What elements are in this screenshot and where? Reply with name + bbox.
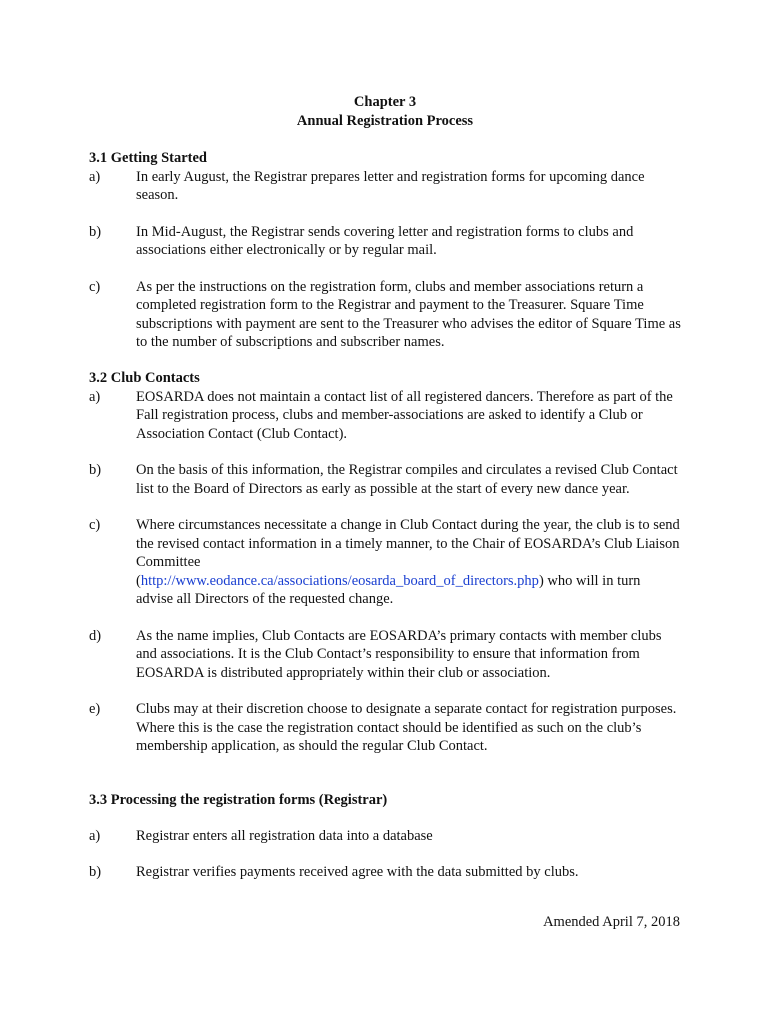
list-item [89,700,681,756]
list-item [89,223,681,260]
item-letter: a) [89,168,101,185]
list-item [89,863,681,882]
item-text: Registrar verifies payments received agree with the data submitted by clubs. [136,864,579,880]
section-heading: 3.2 Club Contacts [89,370,200,386]
item-text: Registrar enters all registration data into a database [136,827,433,844]
item-letter: c) [89,278,101,295]
chapter-subtitle: Annual Registration Process [296,112,474,129]
list-item [89,168,681,205]
item-letter: c) [89,517,101,533]
item-letter: b) [89,864,102,880]
item-letter: e) [89,701,101,717]
item-text [136,516,681,609]
section-heading: 3.3 Processing the registration forms (Registrar) [89,792,388,808]
item-text: As the name implies, Club Contacts are EOSARDA’s primary contacts with member clubs and associations. It is the Club Contact’s responsibility to ensure that information from EOSARDA is distributed appropriately within their club or association. [136,627,662,681]
item-letter: a) [89,827,101,844]
item-letter: b) [89,462,102,478]
item-text-before: Where circumstances necessitate a change in Club Contact during the year, the club is to send the revised contact information in a timely manner, to the Chair of EOSARDA’s Club Liaison Committee [136,517,680,570]
item-text: EOSARDA does not maintain a contact list of all registered dancers. Therefore as part of the Fall registration process, clubs and member-associations are asked to identify a Club or Association Contact (Club Contact). [136,388,673,442]
section-processing-forms [89,791,681,882]
item-text: In early August, the Registrar prepares letter and registration forms for upcoming dance season. [136,168,645,203]
amended-date: Amended April 7, 2018 [543,914,680,930]
item-text: Clubs may at their discretion choose to designate a separate contact for registration purposes. Where this is the case the registration contact should be identified as such on the club’s membership application, as should the regular Club Contact. [136,701,677,754]
item-text: On the basis of this information, the Registrar compiles and circulates a revised Club Contact list to the Board of Directors as early as possible at the start of every new dance year. [136,462,678,497]
board-of-directors-link[interactable]: http://www.eodance.ca/associations/eosarda_board_of_directors.php [140,572,539,589]
list-item [89,827,681,846]
list-item [89,388,681,444]
item-text-after: ) who will in turn advise all Directors of the requested change. [136,572,641,607]
list-item [89,278,681,352]
section-club-contacts [89,369,681,756]
section-getting-started [89,149,681,352]
list-item [89,461,681,498]
item-text: In Mid-August, the Registrar sends covering letter and registration forms to clubs and associations either electronically or by regular mail. [136,223,634,258]
item-letter: a) [89,388,101,405]
chapter-title-block [0,93,770,130]
item-letter: b) [89,223,102,240]
item-text: As per the instructions on the registration form, clubs and member associations return a completed registration form to the Registrar and payment to the Treasurer. Square Time subscriptions with payment are sent to the Treasurer who advises the editor of Square Time as to the number of subscriptions and subscriber names. [136,278,681,350]
section-heading: 3.1 Getting Started [89,150,207,166]
chapter-title: Chapter 3 [353,94,417,110]
list-item [89,627,681,683]
item-letter: d) [89,627,102,644]
list-item [89,516,681,609]
link-open-paren: ( [136,572,141,589]
